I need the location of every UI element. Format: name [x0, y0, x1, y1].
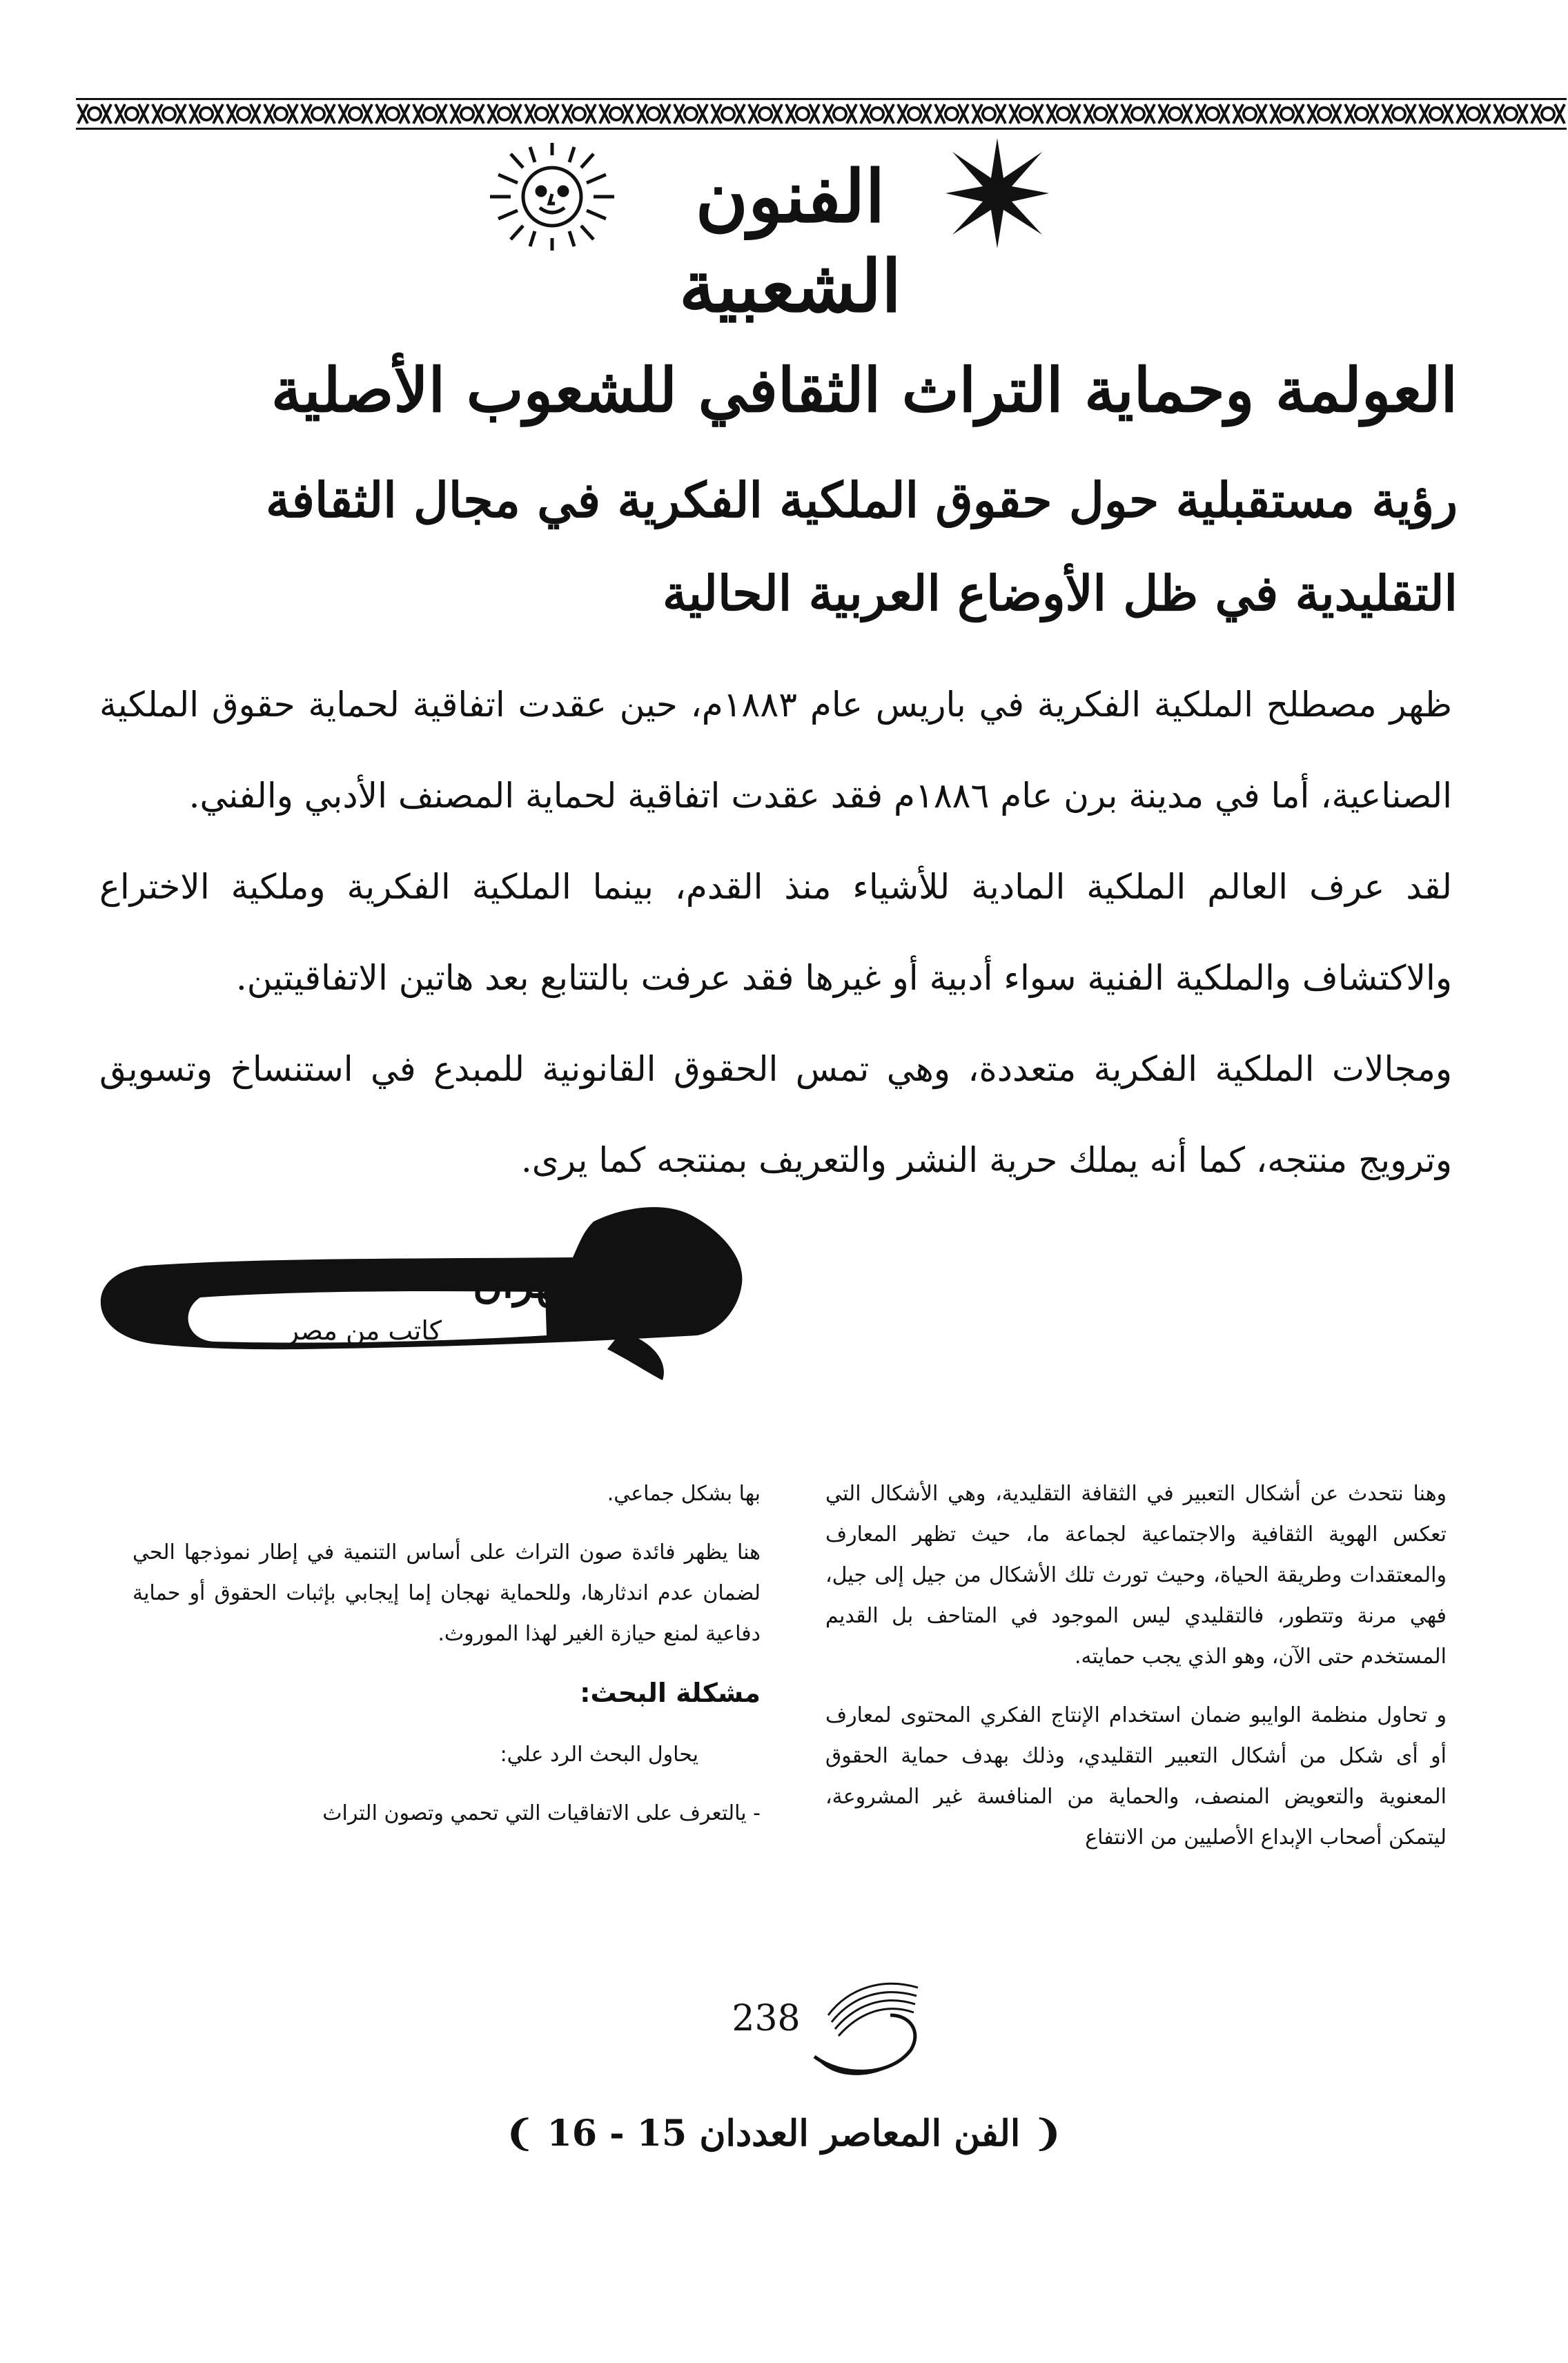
body-paragraph: و تحاول منظمة الوايبو ضمان استخدام الإنتاج الفكري المحتوى لمعارف أو أى شكل من أشكال التعبير التقليدي، وذلك بهدف حماية الحقوق المعنوية والتعويض المنصف، والحماية من المنافسة غير المشروعة، ليتمكن أصحاب الإبداع الأصليين من الانتفاع [825, 1703, 1447, 1850]
article-title: العولمة وحماية التراث الثقافي للشعوب الأصلية [271, 354, 1458, 426]
journal-footer [504, 2106, 1063, 2161]
article-intro [99, 659, 1452, 1206]
body-column-left [133, 1473, 761, 1852]
author-role: كاتب من مصر [286, 1315, 442, 1346]
section-title: الفنون الشعبية [678, 154, 902, 329]
bullet-item: - يالتعرف على الاتفاقيات التي تحمي وتصون التراث [322, 1801, 761, 1825]
bracket-icon: ❩ [504, 2112, 535, 2155]
journal-name: الفن المعاصر العددان 15 - 16 [547, 2112, 1021, 2155]
intro-paragraph: ومجالات الملكية الفكرية متعددة، وهي تمس الحقوق القانونية للمبدع في استنساخ وتسويق وترويج منتجه، كما أنه يملك حرية النشر والتعريف بمنتجه كما يرى. [99, 1049, 1452, 1180]
bracket-icon: ❨ [1032, 2112, 1063, 2155]
page-number: 238 [732, 1998, 801, 2039]
author-banner [97, 1194, 759, 1394]
intro-paragraph: ظهر مصطلح الملكية الفكرية في باريس عام ١٨٨٣م، حين عقدت اتفاقية لحماية حقوق الملكية الصناعية، أما في مدينة برن عام ١٨٨٦م فقد عقدت اتفاقية لحماية المصنف الأدبي والفني. [99, 685, 1452, 816]
body-paragraph: بها بشكل جماعي. [607, 1482, 761, 1506]
decorative-border [76, 95, 1567, 133]
starburst-icon [945, 138, 1049, 248]
article-subtitle-line2: التقليدية في ظل الأوضاع العربية الحالية [662, 565, 1458, 622]
section-heading: مشكلة البحث: [580, 1678, 761, 1708]
author-name: إيمان مهران [473, 1260, 676, 1307]
body-paragraph: وهنا نتحدث عن أشكال التعبير في الثقافة التقليدية، وهي الأشكال التي تعكس الهوية الثقافية والاجتماعية لجماعة ما، حيث تظهر المعارف والمعتقدات وطريقة الحياة، وحيث تورث تلك الأشكال من جيل إلى جيل، فهي مرنة وتتطور، فالتقليدي ليس الموجود في المتاحف بل القديم المستخدم حتى الآن، وهو الذي يجب حمايته. [825, 1482, 1447, 1669]
swirl-emblem-icon [801, 1974, 925, 2084]
body-column-right [825, 1473, 1447, 1876]
section-header [483, 138, 1049, 329]
sun-face-icon [483, 141, 621, 252]
body-paragraph: يحاول البحث الرد علي: [500, 1743, 698, 1767]
intro-paragraph: لقد عرف العالم الملكية المادية للأشياء منذ القدم، بينما الملكية الفكرية وملكية الاختراع والاكتشاف والملكية الفنية سواء أدبية أو غيرها فقد عرفت بالتتابع بعد هاتين الاتفاقيتين. [99, 867, 1452, 998]
article-subtitle-line1: رؤية مستقبلية حول حقوق الملكية الفكرية في مجال الثقافة [266, 471, 1458, 529]
ornament-pattern-icon [76, 95, 1567, 133]
body-paragraph: هنا يظهر فائدة صون التراث على أساس التنمية في إطار نموذجها الحي لضمان عدم اندثارها، وللحماية نهجان إما إيجابي بإثبات الحقوق أو حماية دفاعية لمنع حيازة الغير لهذا الموروث. [133, 1540, 761, 1646]
